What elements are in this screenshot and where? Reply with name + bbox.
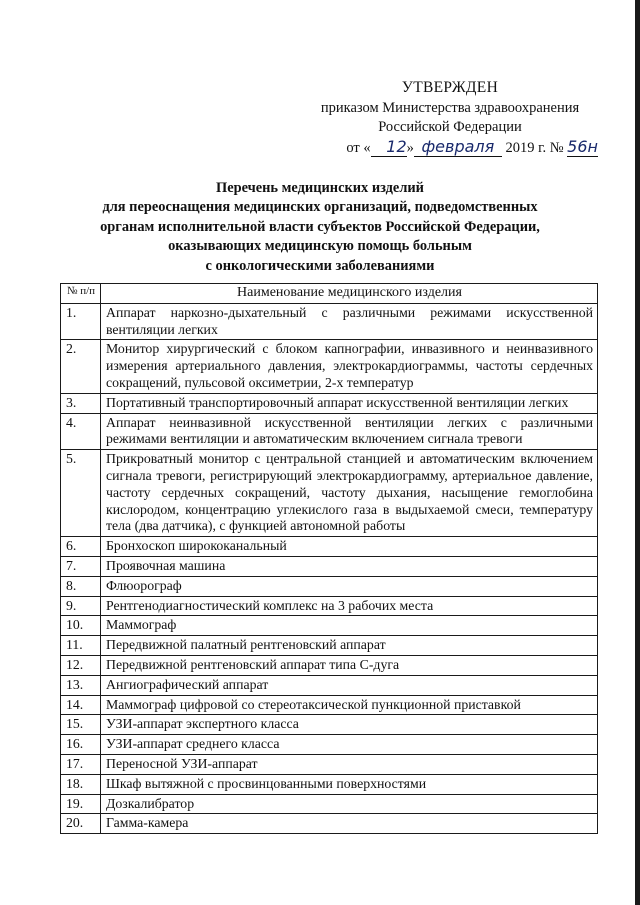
- table-row: [61, 537, 598, 557]
- row-device-name: УЗИ-аппарат среднего класса: [101, 735, 598, 755]
- table-row: [61, 774, 598, 794]
- row-device-name: Аппарат наркозно-дыхательный с различными режимами искусственной вентиляции легких: [101, 303, 598, 340]
- header-number: № п/п: [61, 284, 101, 304]
- row-number: 9.: [61, 596, 101, 616]
- row-device-name: Портативный транспортировочный аппарат искусственной вентиляции легких: [101, 393, 598, 413]
- table-row: [61, 556, 598, 576]
- date-separator: »: [406, 140, 414, 156]
- row-device-name: Аппарат неинвазивной искусственной вентиляции легких с различными режимами вентиляции и автоматическим включением сигнала тревоги: [101, 413, 598, 450]
- table-row: [61, 413, 598, 450]
- row-number: 12.: [61, 655, 101, 675]
- row-device-name: Маммограф цифровой со стереотаксической пункционной приставкой: [101, 695, 598, 715]
- row-number: 10.: [61, 616, 101, 636]
- row-device-name: Передвижной палатный рентгеновский аппарат: [101, 636, 598, 656]
- table-row: [61, 655, 598, 675]
- document-title: [40, 179, 600, 276]
- title-line: органам исполнительной власти субъектов Российской Федерации,: [100, 218, 540, 235]
- row-number: 7.: [61, 556, 101, 576]
- row-number: 2.: [61, 340, 101, 393]
- title-line: оказывающих медицинскую помощь больным: [168, 238, 472, 255]
- approval-line-ministry: приказом Министерства здравоохранения: [320, 100, 580, 116]
- table-row: [61, 675, 598, 695]
- medical-devices-table: [60, 283, 598, 834]
- row-number: 13.: [61, 675, 101, 695]
- table-row: [61, 303, 598, 340]
- table-row: [61, 576, 598, 596]
- row-device-name: Прикроватный монитор с центральной станцией и автоматическим включением сигнала тревоги, регистрирующий электрокардиограмму, артериальное давление, частоту сердечных сокращений, частоту дыхания, насыщение гемоглобина кислородом, концентрацию углекислого газа в выдыхаемой смеси, температуру тела (два датчика), с функцией автономной работы: [101, 450, 598, 537]
- row-number: 6.: [61, 537, 101, 557]
- date-prefix: от «: [346, 140, 371, 156]
- table-header-row: [61, 284, 598, 304]
- approval-date-line: [300, 137, 600, 158]
- row-number: 17.: [61, 754, 101, 774]
- approval-stamp: [300, 78, 600, 158]
- row-number: 18.: [61, 774, 101, 794]
- date-month-handwritten: февраля: [414, 137, 502, 157]
- row-device-name: Ангиографический аппарат: [101, 675, 598, 695]
- header-device-name: Наименование медицинского изделия: [101, 284, 598, 304]
- row-device-name: Монитор хирургический с блоком капнографии, инвазивного и неинвазивного измерения артериального давления, электрокардиограммы, частоты сердечных сокращений, пульсовой оксиметрии, 2-х температур: [101, 340, 598, 393]
- order-number-handwritten: 56н: [567, 137, 598, 156]
- row-number: 8.: [61, 576, 101, 596]
- row-number: 19.: [61, 794, 101, 814]
- row-number: 5.: [61, 450, 101, 537]
- table-row: [61, 596, 598, 616]
- row-device-name: Шкаф вытяжной с просвинцованными поверхностями: [101, 774, 598, 794]
- table-row: [61, 735, 598, 755]
- row-number: 1.: [61, 303, 101, 340]
- title-line: Перечень медицинских изделий: [216, 180, 424, 196]
- table-row: [61, 393, 598, 413]
- table-row: [61, 754, 598, 774]
- table-row: [61, 814, 598, 834]
- row-device-name: Гамма-камера: [101, 814, 598, 834]
- row-number: 15.: [61, 715, 101, 735]
- approval-heading: УТВЕРЖДЕН: [401, 79, 499, 96]
- approval-line-federation: Российской Федерации: [378, 119, 522, 135]
- date-year: 2019 г. №: [505, 140, 564, 156]
- row-device-name: Дозкалибратор: [101, 794, 598, 814]
- title-line: с онкологическими заболеваниями: [205, 257, 435, 274]
- table-row: [61, 695, 598, 715]
- row-device-name: Маммограф: [101, 616, 598, 636]
- row-device-name: УЗИ-аппарат экспертного класса: [101, 715, 598, 735]
- table-row: [61, 450, 598, 537]
- row-device-name: Рентгенодиагностический комплекс на 3 рабочих места: [101, 596, 598, 616]
- row-device-name: Передвижной рентгеновский аппарат типа С-дуга: [101, 655, 598, 675]
- row-device-name: Бронхоскоп ширококанальный: [101, 537, 598, 557]
- row-number: 3.: [61, 393, 101, 413]
- row-device-name: Проявочная машина: [101, 556, 598, 576]
- row-device-name: Переносной УЗИ-аппарат: [101, 754, 598, 774]
- table-row: [61, 340, 598, 393]
- scan-edge: [635, 0, 640, 905]
- row-number: 11.: [61, 636, 101, 656]
- row-number: 4.: [61, 413, 101, 450]
- row-number: 16.: [61, 735, 101, 755]
- row-device-name: Флюорограф: [101, 576, 598, 596]
- table-row: [61, 794, 598, 814]
- row-number: 20.: [61, 814, 101, 834]
- date-day-handwritten: 12: [371, 137, 407, 157]
- table-row: [61, 715, 598, 735]
- table-row: [61, 636, 598, 656]
- table-row: [61, 616, 598, 636]
- title-line: для переоснащения медицинских организаций, подведомственных: [102, 199, 538, 216]
- row-number: 14.: [61, 695, 101, 715]
